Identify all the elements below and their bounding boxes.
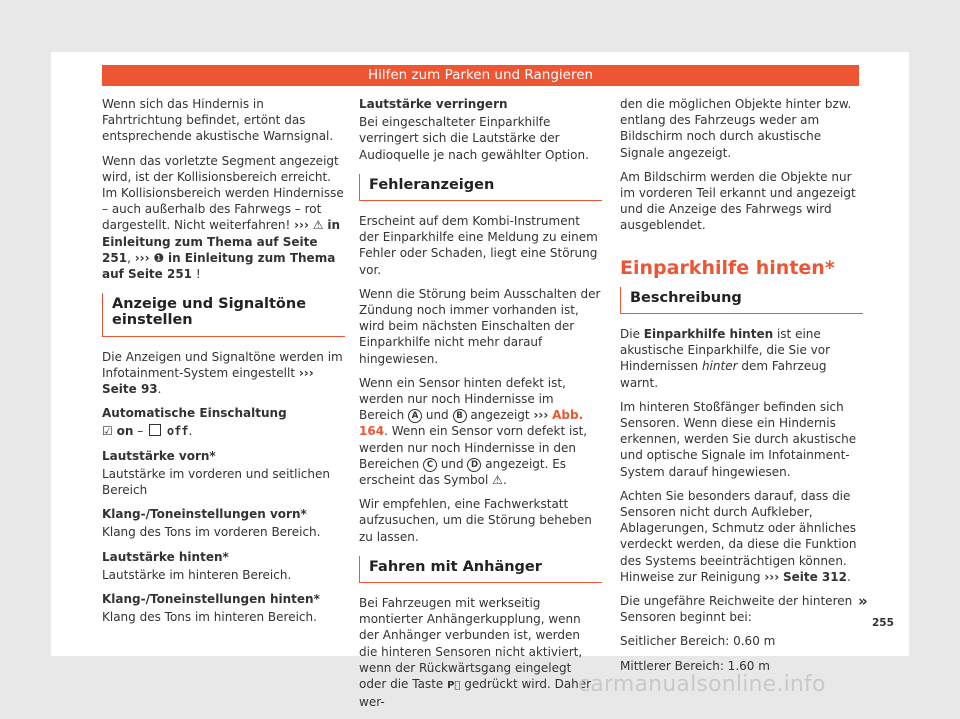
cross-reference-link[interactable]: in Einleitung zum Thema auf Seite 251 — [102, 250, 336, 282]
checkbox-empty-icon — [149, 424, 161, 436]
setting-label: Klang-/Toneinstellungen hinten* — [102, 592, 320, 607]
paragraph: Bei eingeschalteter Einparkhilfe verringert sich die Lautstärke der Audioquelle je nach gewählter Option. — [359, 115, 589, 162]
section-heading: Fehleranzeigen — [359, 177, 602, 201]
cross-reference-link[interactable]: Seite 312 — [782, 569, 847, 584]
setting-label: Lautstärke vorn* — [102, 448, 216, 463]
callout-a-icon: A — [408, 409, 422, 423]
paragraph: den die möglichen Objekte hinter bzw. entlang des Fahrzeugs weder am Bildschirm noch durch akustische Signale angezeigt. — [620, 97, 852, 160]
setting-label: Klang-/Toneinstellungen vorn* — [102, 507, 307, 522]
ref-arrow-icon: ››› — [764, 569, 780, 584]
ref-arrow-icon: ››› — [533, 408, 549, 423]
paragraph: Die ungefähre Reichweite der hinteren Sensoren beginnt bei: — [620, 594, 853, 625]
paragraph: Bei Fahrzeugen mit werkseitig montierter Anhängerkupplung, wenn der Anhänger verbunden ist, werden die hinteren Sensoren nicht aktiviert, wenn der Rückwärtsgang eingelegt oder die Taste P⃨ gedrückt wird. Daher wer- — [359, 596, 592, 710]
setting-toggle-row: ☑ on – off. — [102, 424, 193, 439]
callout-d-icon: D — [467, 458, 481, 472]
warning-triangle-icon: ⚠ — [312, 218, 324, 233]
paragraph: Die Einparkhilfe hinten ist eine akustische Einparkhilfe, die Sie vor Hindernissen hinter dem Fahrzeug warnt. — [620, 327, 831, 390]
cross-reference-link[interactable]: Seite 93 — [102, 382, 158, 397]
section-heading: Beschreibung — [620, 290, 863, 314]
cross-reference-link[interactable]: in Einleitung zum Thema auf Seite 251 — [102, 218, 341, 265]
column-1 — [102, 96, 345, 633]
paragraph: Die Anzeigen und Signaltöne werden im Infotainment-System eingestellt ››› Seite 93. — [102, 349, 343, 397]
section-heading: Anzeige und Signaltöne einstellen — [102, 296, 345, 336]
ref-arrow-icon: ››› — [298, 365, 314, 380]
range-value: Mittlerer Bereich: 1.60 m — [620, 658, 770, 673]
paragraph: Wenn die Störung beim Ausschalten der Zündung noch immer vorhanden ist, wird beim nächsten Einschalten der Einparkhilfe nicht mehr darauf hingewiesen. — [359, 286, 601, 366]
section-heading: Fahren mit Anhänger — [359, 559, 602, 583]
setting-label: Automatische Einschaltung — [102, 406, 287, 421]
paragraph-sensor: Wenn ein Sensor hinten defekt ist, werden nur noch Hindernisse im Bereich A und B angezeigt ››› Abb. 164. Wenn ein Sensor vorn defekt ist, werden nur noch Hindernisse in den Bereichen C und D angezeigt. Es erscheint das Symbol ⚠. — [359, 375, 588, 488]
callout-c-icon: C — [423, 458, 437, 472]
paragraph: Achten Sie besonders darauf, dass die Sensoren nicht durch Aufkleber, Ablagerungen, Schmutz oder ähnliches verdeckt werden, da diese die Funktion des Systems beeinträchtigen können. Hinweise zur Reinigung ››› Seite 312. — [620, 488, 857, 584]
ref-arrow-icon: ››› — [294, 218, 309, 233]
setting-description: Lautstärke im vorderen und seitlichen Bereich — [102, 466, 330, 498]
figure-reference-link[interactable]: Abb. 164 — [359, 408, 584, 439]
chapter-heading: Einparkhilfe hinten* — [620, 256, 835, 279]
paragraph: Wenn sich das Hindernis in Fahrtrichtung befindet, ertönt das entsprechende akustische Warnsignal. — [102, 97, 334, 144]
paragraph-collision: Wenn das vorletzte Segment angezeigt wird, ist der Kollisionsbereich erreicht. Im Kollisionsbereich werden Hindernisse – auch außerhalb des Fahrwegs – rot dargestellt. Nicht weiterfahren! ››› ⚠ in Einleitung zum Thema auf Seite 251, ››› ❶ in Einleitung zum Thema auf Seite 251 ! — [102, 153, 344, 282]
column-2 — [359, 96, 602, 719]
watermark: carmanualsonline.info — [578, 672, 826, 697]
setting-label: Lautstärke verringern — [359, 97, 508, 111]
ref-arrow-icon: ››› — [134, 250, 150, 265]
callout-b-icon: B — [453, 409, 467, 423]
paragraph: Wir empfehlen, eine Fachwerkstatt aufzusuchen, um die Störung beheben zu lassen. — [359, 497, 592, 544]
setting-description: Klang des Tons im hinteren Bereich. — [102, 610, 317, 625]
setting-description: Lautstärke im hinteren Bereich. — [102, 567, 292, 582]
page-header: Hilfen zum Parken und Rangieren — [102, 65, 859, 86]
checkbox-checked-icon: ☑ — [102, 424, 113, 439]
setting-label: Lautstärke hinten* — [102, 549, 229, 564]
range-value: Seitlicher Bereich: 0.60 m — [620, 634, 776, 649]
paragraph: Im hinteren Stoßfänger befinden sich Sensoren. Wenn diese ein Hindernis erkennen, werden Sie durch akustische und optische Signale im Infotainment-System darauf hingewiesen. — [620, 399, 857, 479]
info-circle-icon: ❶ — [153, 250, 165, 265]
column-3 — [620, 96, 863, 682]
continue-arrow-icon: » — [858, 592, 868, 610]
paragraph: Am Bildschirm werden die Objekte nur im vorderen Teil erkannt und angezeigt und die Anzeige des Fahrwegs wird ausgeblendet. — [620, 169, 856, 233]
warning-triangle-icon: ⚠ — [492, 473, 503, 488]
page-number: 255 — [872, 617, 894, 629]
setting-description: Klang des Tons im vorderen Bereich. — [102, 525, 321, 540]
parking-button-icon: P⃨ — [447, 680, 461, 692]
paragraph: Erscheint auf dem Kombi-Instrument der Einparkhilfe eine Meldung zu einem Fehler oder Schaden, liegt eine Störung vor. — [359, 214, 598, 277]
